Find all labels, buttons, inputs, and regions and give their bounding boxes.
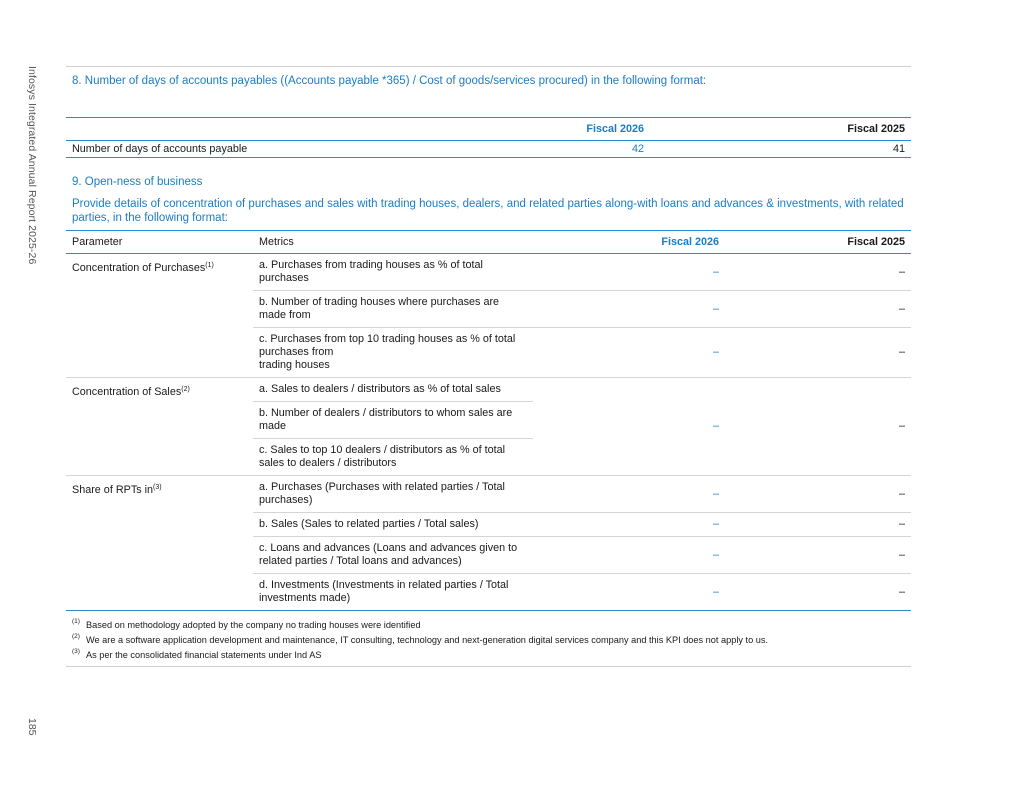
header-fiscal-2026: Fiscal 2026	[533, 231, 725, 254]
footnote-ref: (3)	[153, 484, 162, 491]
payables-days-table	[66, 117, 911, 158]
value-fiscal-2025: 41	[650, 141, 911, 158]
footnote-ref: (1)	[205, 262, 214, 269]
header-metrics: Metrics	[253, 231, 533, 254]
table-row	[66, 254, 911, 291]
metric-label: d. Investments (Investments in related parties / Total investments made)	[259, 579, 509, 604]
value-fiscal-2026: –	[712, 585, 719, 598]
parameter-sales	[66, 378, 253, 476]
metric-label: b. Number of trading houses where purchases are made from	[253, 291, 533, 328]
table-header-row	[66, 231, 911, 254]
value-fiscal-2026: –	[533, 378, 725, 476]
value-fiscal-2025: –	[898, 585, 905, 598]
metric-label: c. Sales to top 10 dealers / distributors as % of total sales to dealers / distributors	[253, 439, 533, 476]
value-fiscal-2026: –	[533, 537, 725, 574]
metric-label: a. Purchases (Purchases with related parties / Total purchases)	[253, 476, 533, 513]
footnote	[72, 617, 905, 632]
parameter-rpts	[66, 476, 253, 611]
footnote	[72, 632, 905, 647]
parameter-label: Share of RPTs in	[72, 484, 154, 496]
value-fiscal-2026: –	[533, 328, 725, 378]
footnote	[72, 647, 905, 662]
value-fiscal-2026: –	[533, 291, 725, 328]
table-header-row	[66, 118, 911, 141]
header-fiscal-2025: Fiscal 2025	[847, 123, 905, 135]
header-parameter: Parameter	[66, 231, 253, 254]
page-content	[66, 66, 911, 667]
value-fiscal-2025: –	[725, 537, 911, 574]
table-row	[66, 141, 911, 158]
openness-table	[66, 230, 911, 611]
parameter-label: Concentration of Sales	[72, 386, 182, 398]
value-fiscal-2025: –	[725, 476, 911, 513]
section-9-description: Provide details of concentration of purchases and sales with trading houses, dealers, and related parties along-with loans and advances & investments, with related parties, in the following format:	[72, 198, 904, 224]
value-fiscal-2026: –	[533, 513, 725, 537]
metric-label: c. Purchases from top 10 trading houses as % of total purchases from trading houses	[253, 328, 533, 378]
section-8-title: 8. Number of days of accounts payables ((Accounts payable *365) / Cost of goods/services procured) in the following format:	[72, 75, 707, 87]
footnote-mark: (3)	[72, 648, 80, 655]
metric-label: b. Sales (Sales to related parties / Total sales)	[253, 513, 533, 537]
metric-label: a. Sales to dealers / distributors as % of total sales	[253, 378, 533, 402]
header-fiscal-2025: Fiscal 2025	[725, 231, 911, 254]
value-fiscal-2025: –	[725, 291, 911, 328]
report-title-vertical: Infosys Integrated Annual Report 2025-26	[26, 66, 38, 265]
parameter-label: Concentration of Purchases	[72, 262, 206, 274]
value-fiscal-2025: –	[725, 328, 911, 378]
footnote-mark: (1)	[72, 618, 80, 625]
parameter-purchases	[66, 254, 253, 378]
value-fiscal-2025: –	[725, 378, 911, 476]
value-fiscal-2026: –	[533, 476, 725, 513]
table-row	[66, 378, 911, 402]
footnote-ref: (2)	[181, 386, 190, 393]
header-blank	[66, 118, 418, 141]
row-label: Number of days of accounts payable	[66, 141, 418, 158]
value-fiscal-2025: –	[725, 254, 911, 291]
footnote-mark: (2)	[72, 633, 80, 640]
metric-label: c. Loans and advances (Loans and advances given to related parties / Total loans and advances)	[253, 537, 533, 574]
section-9-title: 9. Open-ness of business	[72, 176, 203, 188]
value-fiscal-2026: –	[533, 254, 725, 291]
footnote-text: As per the consolidated financial statements under Ind AS	[86, 649, 322, 660]
metric-label: a. Purchases from trading houses as % of total purchases	[253, 254, 533, 291]
footnotes	[66, 611, 911, 667]
footnote-text: We are a software application development and maintenance, IT consulting, technology and next-generation digital services company and this KPI does not apply to us.	[86, 634, 768, 645]
header-fiscal-2026: Fiscal 2026	[586, 123, 644, 135]
footnote-text: Based on methodology adopted by the company no trading houses were identified	[86, 619, 421, 630]
page-number: 185	[26, 718, 38, 736]
metric-label: b. Number of dealers / distributors to whom sales are made	[253, 402, 533, 439]
value-fiscal-2025: –	[725, 513, 911, 537]
value-fiscal-2026: 42	[418, 141, 650, 158]
table-row	[66, 476, 911, 513]
